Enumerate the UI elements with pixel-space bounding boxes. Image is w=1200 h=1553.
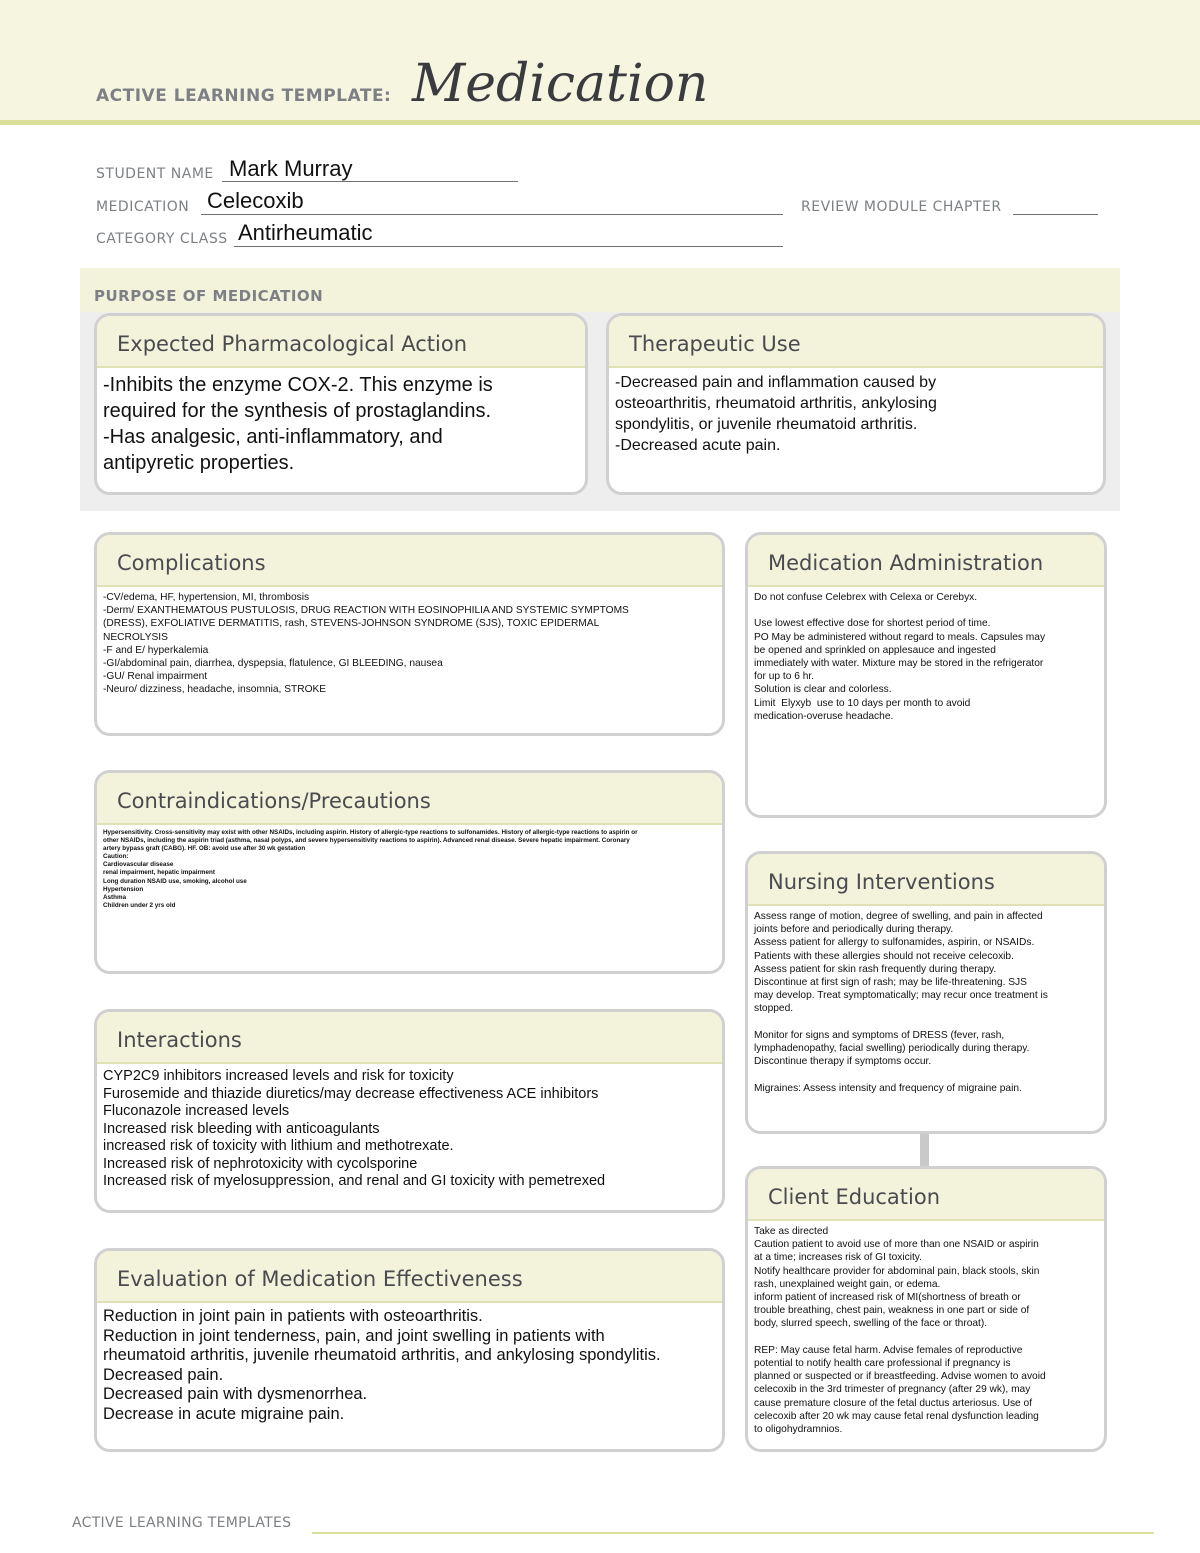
therapeutic-use-title: Therapeutic Use xyxy=(609,316,1103,368)
header-band xyxy=(0,0,1200,125)
nursing-interventions-card xyxy=(745,851,1107,1134)
medication-field[interactable]: Celecoxib xyxy=(207,188,304,213)
contraindications-card xyxy=(94,770,725,974)
expected-action-title: Expected Pharmacological Action xyxy=(97,316,585,368)
interactions-card xyxy=(94,1009,725,1213)
footer-rule xyxy=(312,1532,1154,1534)
client-education-body: Take as directed Caution patient to avoid use of more than one NSAID or aspirin at a time; increases risk of GI toxicity. Notify healthcare provider for abdominal pain, black stools, skin rash, unexplained weight gain, or edema. inform patient of increased risk of MI(shortness of breath or trouble breathing, chest pain, weakness in one part or side of body, slurred speech, swelling of the face or throat). REP: May cause fetal harm. Advise females of reproductive potential to notify health care professional if pregnancy is planned or suspected or if breastfeeding. Advise women to avoid celecoxib in the 3rd trimester of pregnancy (after 29 wk), may cause premature closure of the fetal ductus arteriosus. Use of celecoxib after 20 wk may cause fetal renal dysfunction leading to oligohydramnios. xyxy=(754,1226,1046,1436)
expected-action-body: -Inhibits the enzyme COX-2. This enzyme is required for the synthesis of prostaglandins. -Has analgesic, anti-inflammatory, and antipyretic properties. xyxy=(103,374,493,474)
medication-administration-body: Do not confuse Celebrex with Celexa or Cerebyx. Use lowest effective dose for shortest period of time. PO May be administered without regard to meals. Capsules may be opened and sprinkled on applesauce and ingested immediately with water. Mixture may be stored in the refrigerator for up to 6 hr. Solution is clear and colorless. Limit Elyxyb use to 10 days per month to avoid medication-overuse headache. xyxy=(754,592,1046,722)
therapeutic-use-card xyxy=(606,313,1106,495)
client-education-title: Client Education xyxy=(748,1169,1104,1221)
nursing-interventions-body: Assess range of motion, degree of swelling, and pain in affected joints before and periodically during therapy. Assess patient for allergy to sulfonamides, aspirin, or NSAIDs. Patients with these allergies should not receive celecoxib. Assess patient for skin rash frequently during therapy. Discontinue at first sign of rash; may be life-threatening. SJS may develop. Treat symptomatically; may recur once treatment is stopped. Monitor for signs and symptoms of DRESS (fever, rash, lymphadenopathy, facial swelling) periodically during therapy. Discontinue therapy if symptoms occur. Migraines: Assess intensity and frequency of migraine pain. xyxy=(754,911,1048,1094)
medication-administration-card xyxy=(745,532,1107,818)
expected-action-card xyxy=(94,313,588,495)
connector-bar xyxy=(920,1134,929,1166)
evaluation-body: Reduction in joint pain in patients with osteoarthritis. Reduction in joint tenderness, pain, and joint swelling in patients with rheumatoid arthritis, juvenile rheumatoid arthritis, and ankylosing spondylitis. Decreased pain. Decreased pain with dysmenorrhea. Decrease in acute migraine pain. xyxy=(103,1307,661,1423)
student-name-field[interactable]: Mark Murray xyxy=(229,156,353,181)
template-label: ACTIVE LEARNING TEMPLATE: xyxy=(96,86,392,106)
medication-line xyxy=(201,214,783,215)
purpose-title: PURPOSE OF MEDICATION xyxy=(94,287,324,305)
contraindications-title: Contraindications/Precautions xyxy=(97,773,722,825)
review-module-field[interactable] xyxy=(1013,214,1098,215)
category-class-label: CATEGORY CLASS xyxy=(96,231,228,247)
nursing-interventions-title: Nursing Interventions xyxy=(748,854,1104,906)
contraindications-body: Hypersensitivity. Cross-sensitivity may exist with other NSAIDs, including aspirin. History of allergic-type reactions to sulfonamides. History of allergic-type reactions to aspirin or other NSAIDs, including the aspirin triad (asthma, nasal polyps, and severe hypersensitivity reactions to aspirin). Advanced renal disease. Severe hepatic impairment. Coronary artery bypass graft (CABG). HF. OB: avoid use after 30 wk gestation Caution: Cardiovascular disease renal impairment, hepatic impairment Long duration NSAID use, smoking, alcohol use Hypertension Asthma Children under 2 yrs old xyxy=(103,829,638,909)
student-name-label: STUDENT NAME xyxy=(96,166,214,182)
template-title: Medication xyxy=(412,54,709,114)
category-class-field[interactable]: Antirheumatic xyxy=(238,220,373,245)
complications-body: -CV/edema, HF, hypertension, MI, thrombosis -Derm/ EXANTHEMATOUS PUSTULOSIS, DRUG REACTION WITH EOSINOPHILIA AND SYSTEMIC SYMPTOMS (DRESS), EXFOLIATIVE DERMATITIS, rash, STEVENS-JOHNSON SYNDROME (SJS), TOXIC EPIDERMAL NECROLYSIS -F and E/ hyperkalemia -GI/abdominal pain, diarrhea, dyspepsia, flatulence, GI BLEEDING, nausea -GU/ Renal impairment -Neuro/ dizziness, headache, insomnia, STROKE xyxy=(103,592,629,696)
therapeutic-use-body: -Decreased pain and inflammation caused by osteoarthritis, rheumatoid arthritis, ankylosing spondylitis, or juvenile rheumatoid arthritis. -Decreased acute pain. xyxy=(615,374,937,454)
complications-title: Complications xyxy=(97,535,722,587)
medication-administration-title: Medication Administration xyxy=(748,535,1104,587)
complications-card xyxy=(94,532,725,736)
evaluation-card xyxy=(94,1248,725,1452)
interactions-body: CYP2C9 inhibitors increased levels and risk for toxicity Furosemide and thiazide diuretics/may decrease effectiveness ACE inhibitors Fluconazole increased levels Increased risk bleeding with anticoagulants increased risk of toxicity with lithium and methotrexate. Increased risk of nephrotoxicity with cycolsporine Increased risk of myelosuppression, and renal and GI toxicity with pemetrexed xyxy=(103,1068,606,1189)
medication-label: MEDICATION xyxy=(96,199,190,215)
category-class-line xyxy=(234,246,783,247)
client-education-card xyxy=(745,1166,1107,1452)
evaluation-title: Evaluation of Medication Effectiveness xyxy=(97,1251,722,1303)
purpose-header xyxy=(80,268,1120,312)
review-module-label: REVIEW MODULE CHAPTER xyxy=(801,199,1002,215)
footer-label: ACTIVE LEARNING TEMPLATES xyxy=(72,1515,292,1531)
interactions-title: Interactions xyxy=(97,1012,722,1064)
